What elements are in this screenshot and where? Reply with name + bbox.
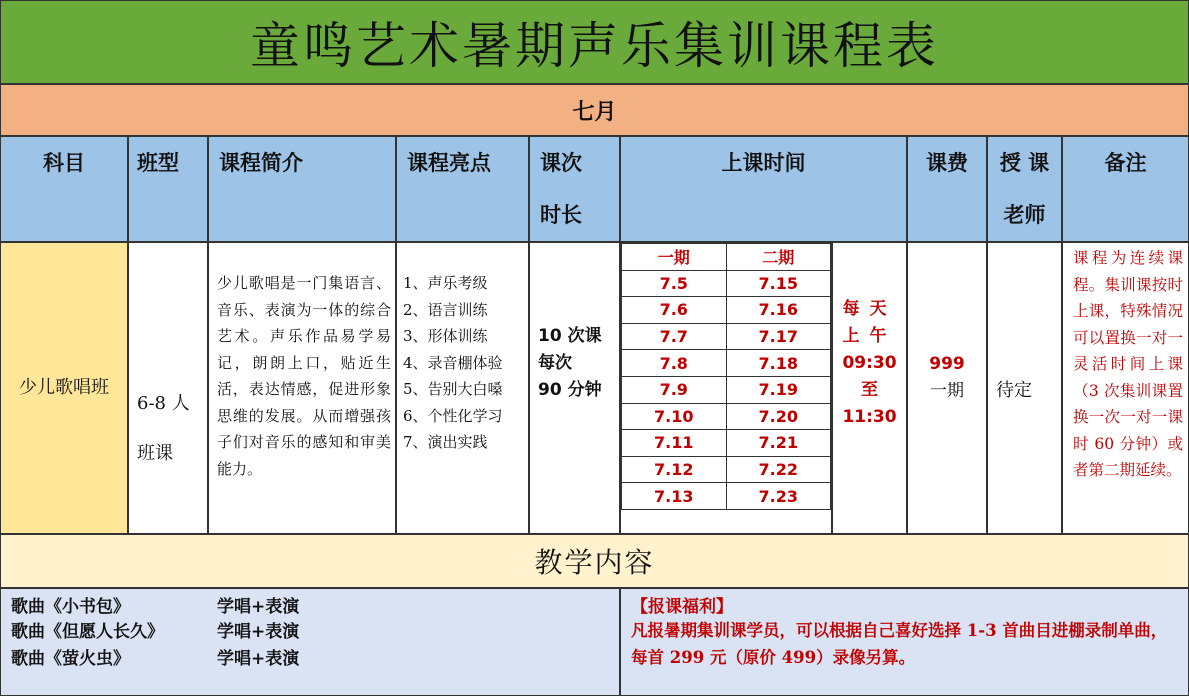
duration-sessions: 10 次课 — [538, 326, 602, 346]
period-2-date: 7.17 — [726, 323, 831, 350]
teacher-name: 待定 — [996, 380, 1032, 401]
table-row — [622, 350, 831, 377]
schedule-dates — [620, 242, 832, 534]
period-1-date: 7.6 — [622, 297, 727, 324]
header-teacher-label-1: 授 课 — [999, 150, 1050, 175]
list-item: 7、演出实践 — [403, 433, 488, 451]
table-row — [622, 323, 831, 350]
period-2-date: 7.16 — [726, 297, 831, 324]
class-time — [833, 296, 906, 431]
duration-each: 每次 — [538, 353, 572, 373]
class-type-cell — [128, 242, 208, 534]
course-notes: 课程为连续课程。集训课按时上课，特殊情况可以置换一对一灵活时间上课（3 次集训课置换一次一对一课时 60 分钟）或者第二期延续。 — [1073, 249, 1183, 479]
fee — [908, 351, 986, 405]
schedule-table — [621, 243, 831, 510]
highlights-cell — [396, 242, 529, 534]
header-highlights-label: 课程亮点 — [407, 150, 491, 175]
header-notes-label: 备注 — [1104, 150, 1147, 175]
header-subject-label: 科目 — [43, 150, 85, 175]
class-type — [137, 379, 190, 479]
list-item: 5、告别大白嗓 — [403, 380, 503, 398]
time-cell — [832, 242, 907, 534]
song-mode: 学唱+表演 — [217, 622, 300, 642]
notes-cell — [1062, 242, 1189, 534]
intro-cell — [208, 242, 396, 534]
period-2-date: 7.20 — [726, 403, 831, 430]
song-mode: 学唱+表演 — [217, 597, 300, 617]
period-1-date: 7.9 — [622, 376, 727, 403]
time-end: 11:30 — [842, 407, 897, 427]
header-class-type — [128, 136, 208, 242]
header-sessions-label-2: 时长 — [540, 202, 582, 227]
table-row — [622, 403, 831, 430]
list-item: 2、语言训练 — [403, 300, 488, 319]
period-2-date: 7.19 — [726, 376, 831, 403]
class-type-kind: 班课 — [137, 443, 173, 464]
course-intro: 少儿歌唱是一门集语言、音乐、表演为一体的综合艺术。声乐作品易学易记，朗朗上口，贴近生活，表达情感，促进形象思维的发展。从而增强孩子们对音乐的感知和审美能力。 — [217, 274, 391, 478]
period-1-date: 7.12 — [622, 456, 727, 483]
list-item: 6、个性化学习 — [403, 406, 503, 425]
period-1-date: 7.8 — [622, 350, 727, 377]
song-name: 歌曲《小书包》 — [11, 597, 130, 617]
header-notes — [1062, 136, 1189, 242]
period-1-date: 7.7 — [622, 323, 727, 350]
content-banner — [0, 534, 1189, 588]
table-row — [622, 376, 831, 403]
class-type-size: 6-8 人 — [137, 393, 190, 414]
header-schedule-label: 上课时间 — [721, 150, 806, 175]
period-2-date: 7.21 — [726, 430, 831, 457]
table-row — [622, 297, 831, 324]
header-schedule — [620, 136, 907, 242]
table-row — [622, 483, 831, 510]
period-1-header: 一期 — [622, 244, 727, 271]
header-intro-label: 课程简介 — [219, 150, 303, 175]
time-daily: 每天 — [842, 299, 897, 319]
benefit-text: 凡报暑期集训课学员，可以根据自己喜好选择 1-3 首曲目进棚录制单曲，每首 299 元（原价 499）录像另算。 — [631, 621, 1168, 667]
header-sessions-label-1: 课次 — [540, 150, 582, 175]
list-item: 3、形体训练 — [403, 327, 488, 345]
header-teacher-label-2: 老师 — [1003, 202, 1046, 227]
benefit-panel — [620, 588, 1189, 696]
period-2-date: 7.23 — [726, 483, 831, 510]
table-row — [622, 244, 831, 271]
period-1-date: 7.10 — [622, 403, 727, 430]
song-mode: 学唱+表演 — [217, 649, 300, 669]
header-subject — [0, 136, 128, 242]
period-2-header: 二期 — [726, 244, 831, 271]
time-to: 至 — [861, 380, 878, 400]
table-row — [622, 270, 831, 297]
list-item — [11, 592, 299, 617]
fee-unit: 一期 — [930, 381, 964, 401]
table-row — [622, 430, 831, 457]
song-name: 歌曲《萤火虫》 — [11, 649, 130, 669]
period-1-date: 7.5 — [622, 270, 727, 297]
duration-minutes: 90 分钟 — [538, 380, 602, 400]
benefit-title: 【报课福利】 — [631, 597, 733, 617]
period-2-date: 7.15 — [726, 270, 831, 297]
header-teacher — [987, 136, 1062, 242]
table-row — [622, 456, 831, 483]
content-title: 教学内容 — [534, 546, 655, 579]
period-2-date: 7.22 — [726, 456, 831, 483]
subject-name: 少儿歌唱班 — [19, 377, 109, 398]
fee-amount: 999 — [929, 354, 965, 374]
period-1-date: 7.13 — [622, 483, 727, 510]
songs-panel — [0, 588, 620, 696]
subject-cell — [0, 242, 128, 534]
teacher-cell — [987, 242, 1062, 534]
song-name: 歌曲《但愿人长久》 — [11, 622, 164, 642]
period-2-date: 7.18 — [726, 350, 831, 377]
header-class-type-label: 班型 — [137, 150, 179, 175]
duration-cell — [529, 242, 620, 534]
header-fee — [907, 136, 987, 242]
time-start: 09:30 — [842, 353, 897, 373]
page-title: 童鸣艺术暑期声乐集训课程表 — [250, 17, 939, 75]
header-sessions — [529, 136, 620, 242]
header-highlights — [396, 136, 529, 242]
time-morning: 上午 — [842, 326, 897, 346]
header-intro — [208, 136, 396, 242]
period-1-date: 7.11 — [622, 430, 727, 457]
list-item — [11, 617, 299, 642]
month-label: 七月 — [572, 98, 617, 125]
title-banner — [0, 0, 1189, 84]
list-item: 4、录音棚体验 — [403, 353, 503, 372]
duration — [538, 323, 602, 404]
header-fee-label: 课费 — [926, 150, 968, 175]
list-item: 1、声乐考级 — [403, 274, 488, 292]
list-item — [11, 644, 299, 669]
highlights-list — [403, 270, 503, 456]
month-banner — [0, 84, 1189, 136]
fee-cell — [907, 242, 987, 534]
